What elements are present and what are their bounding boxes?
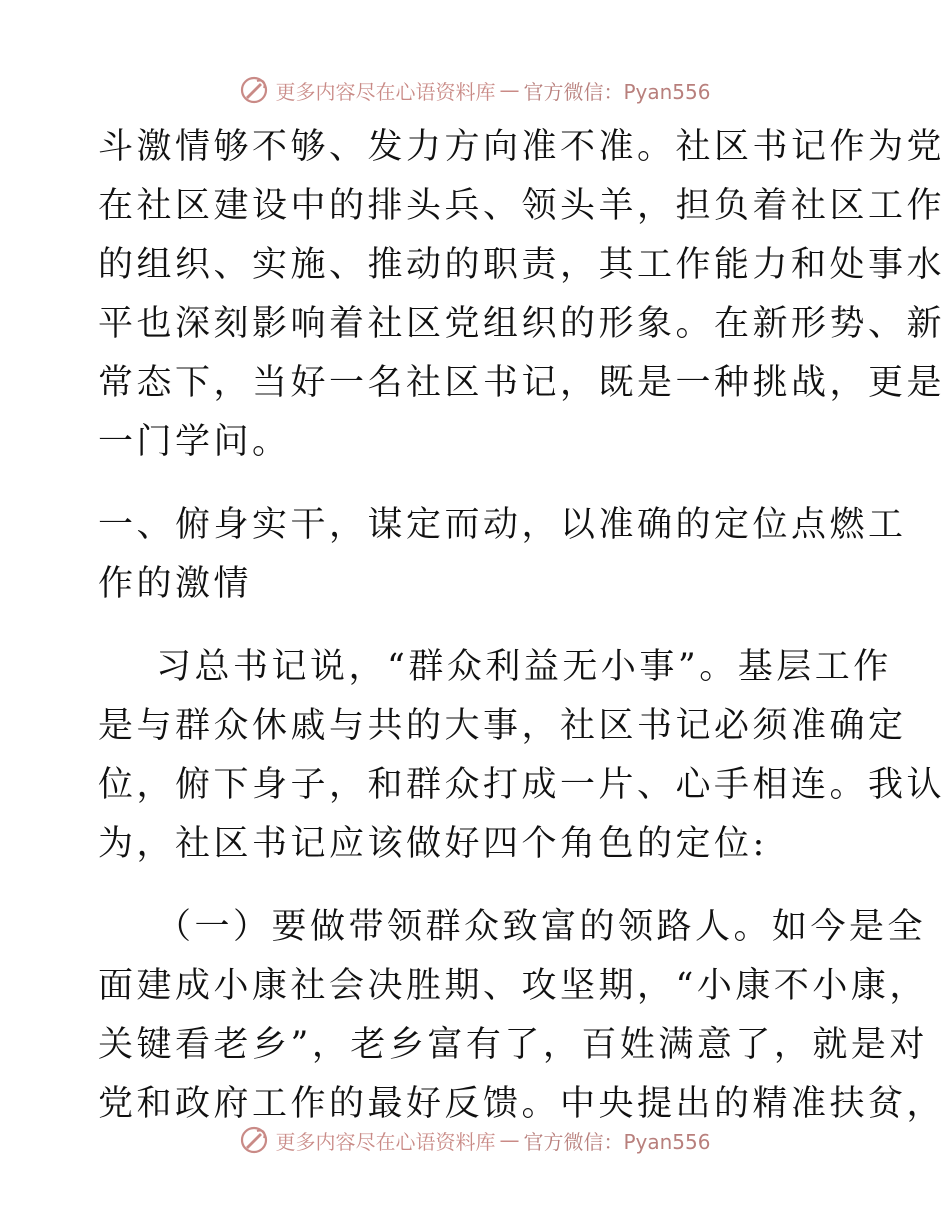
text-line: 党和政府工作的最好反馈。中央提出的精准扶贫， xyxy=(98,1084,946,1124)
text-line: 位，俯下身子，和群众打成一片、心手相连。我认 xyxy=(98,765,946,805)
footer-watermark xyxy=(0,1120,950,1160)
heading-line: 一、俯身实干，谋定而动，以准确的定位点燃工 xyxy=(98,505,907,545)
paragraph-role-one xyxy=(98,898,946,1134)
watermark-separator: — xyxy=(499,1128,520,1152)
watermark-separator: — xyxy=(499,78,520,102)
text-line: 是与群众休戚与共的大事，社区书记必须准确定 xyxy=(98,706,907,746)
document-body xyxy=(98,118,946,1134)
watermark-site-text: 更多内容尽在心语资料库 xyxy=(275,1129,496,1154)
text-line: 面建成小康社会决胜期、攻坚期，“小康不小康， xyxy=(98,966,928,1006)
watermark-contact-text: 官方微信：Pyan556 xyxy=(523,1129,711,1154)
header-watermark xyxy=(0,70,950,110)
text-line: 为，社区书记应该做好四个角色的定位: xyxy=(98,824,768,864)
section-heading xyxy=(98,496,907,614)
text-line: 常态下，当好一名社区书记，既是一种挑战，更是 xyxy=(98,363,946,403)
watermark-site-text: 更多内容尽在心语资料库 xyxy=(275,79,496,104)
text-line: 的组织、实施、推动的职责，其工作能力和处事水 xyxy=(98,245,946,285)
paragraph-quote xyxy=(98,638,946,874)
text-line: 一门学问。 xyxy=(98,422,291,462)
quill-pen-logo-icon xyxy=(239,1125,269,1155)
paragraph-intro xyxy=(98,118,946,472)
text-line: （一）要做带领群众致富的领路人。如今是全 xyxy=(156,907,927,947)
quill-pen-logo-icon xyxy=(239,75,269,105)
text-line: 习总书记说，“群众利益无小事”。基层工作 xyxy=(156,647,892,687)
watermark-contact-text: 官方微信：Pyan556 xyxy=(523,79,711,104)
heading-line: 作的激情 xyxy=(98,564,253,604)
text-line: 在社区建设中的排头兵、领头羊，担负着社区工作 xyxy=(98,186,946,226)
text-line: 斗激情够不够、发力方向准不准。社区书记作为党 xyxy=(98,127,946,167)
text-line: 关键看老乡”，老乡富有了，百姓满意了，就是对 xyxy=(98,1025,928,1065)
text-line: 平也深刻影响着社区党组织的形象。在新形势、新 xyxy=(98,304,946,344)
